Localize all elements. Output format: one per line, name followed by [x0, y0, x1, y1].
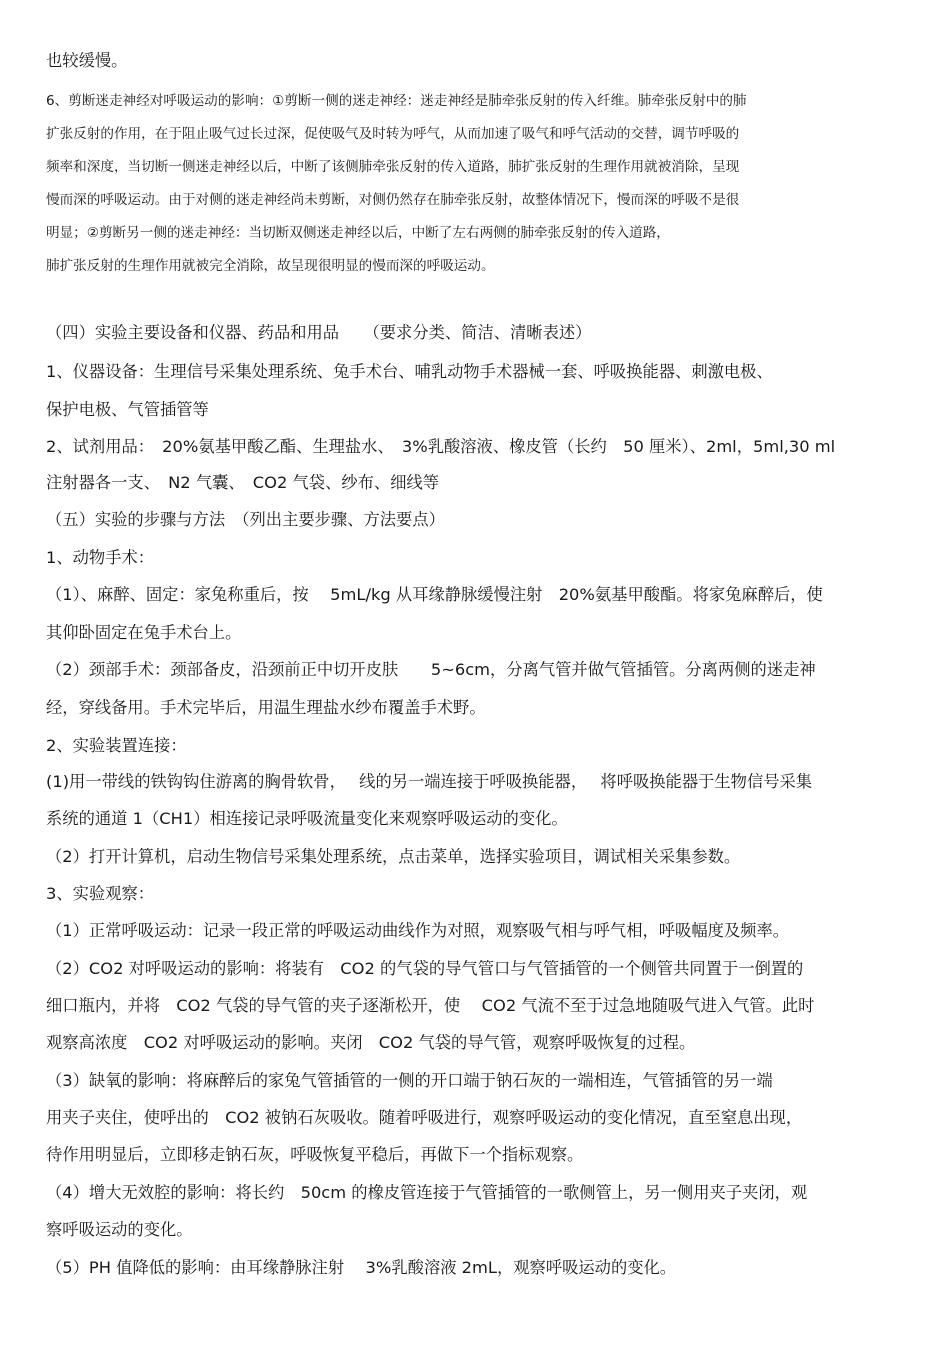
- item6-line: 扩张反射的作用，在于阻止吸气过长过深，促使吸气及时转为呼气，从而加速了吸气和呼气活动的交替，调节呼吸的: [46, 126, 740, 142]
- step3-1-line: （1）正常呼吸运动：记录一段正常的呼吸运动曲线作为对照，观察吸气相与呼气相，呼吸幅度及频率。: [46, 921, 790, 940]
- step2-title: 2、实验装置连接：: [46, 736, 187, 755]
- step3-title: 3、实验观察：: [46, 884, 155, 903]
- step1-2-line: （2）颈部手术：颈部备皮，沿颈前正中切开皮肤 5~6cm，分离气管并做气管插管。分离两侧的迷走神: [46, 660, 816, 679]
- item6-line: 频率和深度，当切断一侧迷走神经以后，中断了该侧肺牵张反射的传入道路，肺扩张反射的生理作用就被消除，呈现: [46, 159, 740, 175]
- step3-2-line: （2）CO2 对呼吸运动的影响：将装有 CO2 的气袋的导气管口与气管插管的一个侧管共同置于一倒置的: [46, 959, 804, 978]
- step2-1-line: 系统的通道 1（CH1）相连接记录呼吸流量变化来观察呼吸运动的变化。: [46, 809, 568, 828]
- step3-3-line: （3）缺氧的影响：将麻醉后的家兔气管插管的一侧的开口端于钠石灰的一端相连，气管插管的另一端: [46, 1071, 773, 1090]
- section4-item1-line: 保护电极、气管插管等: [46, 400, 209, 419]
- item6-line: 慢而深的呼吸运动。由于对侧的迷走神经尚未剪断，对侧仍然存在肺牵张反射，故整体情况下，慢而深的呼吸不是很: [46, 192, 740, 208]
- step3-4-line: 察呼吸运动的变化。: [46, 1220, 193, 1239]
- step3-2-line: 观察高浓度 CO2 对呼吸运动的影响。夹闭 CO2 气袋的导气管，观察呼吸恢复的过程。: [46, 1033, 696, 1052]
- section4-item2-line: 注射器各一支、 N2 气囊、 CO2 气袋、纱布、细线等: [46, 473, 440, 492]
- section4-heading: （四）实验主要设备和仪器、药品和用品 （要求分类、简洁、清晰表述）: [46, 323, 592, 342]
- item6-line: 明显；②剪断另一侧的迷走神经：当切断双侧迷走神经以后，中断了左右两侧的肺牵张反射的传入道路，: [46, 225, 670, 241]
- step1-1-line: 其仰卧固定在兔手术台上。: [46, 623, 242, 642]
- step3-2-line: 细口瓶内，并将 CO2 气袋的导气管的夹子逐渐松开，使 CO2 气流不至于过急地随吸气进入气管。此时: [46, 996, 815, 1015]
- item6-line: 6、剪断迷走神经对呼吸运动的影响：①剪断一侧的迷走神经：迷走神经是肺牵张反射的传入纤维。肺牵张反射中的肺: [46, 93, 747, 109]
- step3-4-line: （4）增大无效腔的影响：将长约 50cm 的橡皮管连接于气管插管的一歌侧管上，另一侧用夹子夹闭，观: [46, 1183, 808, 1202]
- step2-1-line: (1)用一带线的铁钩钩住游离的胸骨软骨， 线的另一端连接于呼吸换能器， 将呼吸换能器于生物信号采集: [46, 772, 813, 791]
- step1-2-line: 经，穿线备用。手术完毕后，用温生理盐水纱布覆盖手术野。: [46, 698, 486, 717]
- section5-heading: （五）实验的步骤与方法 （列出主要步骤、方法要点）: [46, 510, 445, 529]
- section4-item1-line: 1、仪器设备：生理信号采集处理系统、兔手术台、哺乳动物手术器械一套、呼吸换能器、刺激电极、: [46, 362, 773, 381]
- step1-title: 1、动物手术：: [46, 548, 155, 567]
- step3-3-line: 待作用明显后，立即移走钠石灰，呼吸恢复平稳后，再做下一个指标观察。: [46, 1145, 584, 1164]
- step2-2-line: （2）打开计算机，启动生物信号采集处理系统，点击菜单，选择实验项目，调试相关采集参数。: [46, 847, 741, 866]
- step3-3-line: 用夹子夹住，使呼出的 CO2 被钠石灰吸收。随着呼吸进行，观察呼吸运动的变化情况，直至窒息出现，: [46, 1108, 803, 1127]
- item6-line: 肺扩张反射的生理作用就被完全消除，故呈现很明显的慢而深的呼吸运动。: [46, 258, 495, 274]
- intro-line: 也较缓慢。: [46, 51, 128, 70]
- section4-item2-line: 2、试剂用品： 20%氨基甲酸乙酯、生理盐水、 3%乳酸溶液、橡皮管（长约 50 厘米）、2ml，5ml,30 ml: [46, 437, 836, 456]
- step3-5-line: （5）PH 值降低的影响：由耳缘静脉注射 3%乳酸溶液 2mL，观察呼吸运动的变化。: [46, 1258, 677, 1277]
- step1-1-line: （1）、麻醉、固定：家兔称重后，按 5mL/kg 从耳缘静脉缓慢注射 20%氨基甲酸酯。将家兔麻醉后，使: [46, 585, 823, 604]
